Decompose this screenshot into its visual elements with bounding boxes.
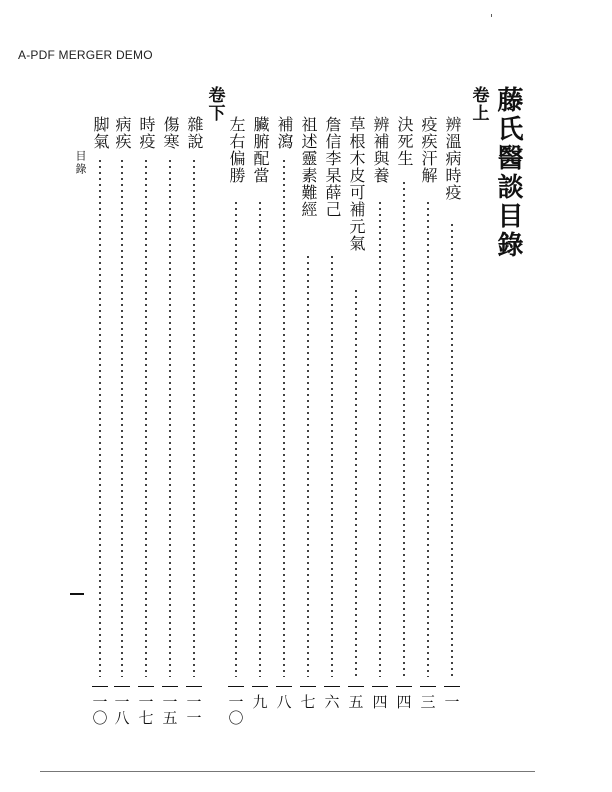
toc-entry-page: 一五 (158, 686, 182, 727)
dot-leader (403, 180, 405, 677)
toc-entry-title: 雜說 (185, 116, 204, 150)
dot-leader (379, 200, 381, 677)
dot-leader (121, 158, 123, 677)
toc-entry-page: 一八 (110, 686, 134, 727)
toc-entry-title: 辨補與養 (371, 116, 390, 184)
toc-entry-page: 一七 (134, 686, 158, 727)
toc-entry-page: 四 (368, 686, 392, 711)
toc-entry-page: 八 (272, 686, 296, 711)
dot-leader (145, 158, 147, 677)
margin-page-number (70, 593, 84, 595)
toc-entry-title: 疫疾汗解 (419, 116, 438, 184)
dot-leader (169, 158, 171, 677)
toc-entry-title: 臟腑配當 (251, 116, 270, 184)
toc-entry-page: 四 (392, 686, 416, 711)
dot-leader (307, 254, 309, 677)
dot-leader (235, 200, 237, 677)
toc-entry-title: 傷寒 (161, 116, 180, 150)
toc-entry-page: 五 (344, 686, 368, 711)
toc-entry-title: 決死生 (395, 116, 414, 167)
toc-entry-title: 病疾 (113, 116, 132, 150)
dot-leader (283, 158, 285, 677)
dot-leader (427, 200, 429, 677)
toc-entry-title: 草根木皮可補元氣 (347, 116, 366, 252)
dot-leader (193, 158, 195, 677)
dot-leader (355, 288, 357, 677)
toc-entry-title: 時疫 (137, 116, 156, 150)
toc-entry-title: 左右偏勝 (227, 116, 246, 184)
toc-entry-page: 三 (416, 686, 440, 711)
margin-label: 目錄 (74, 150, 87, 176)
corner-mark: ' (490, 12, 494, 25)
toc-entry-title: 詹信李杲薛己 (323, 116, 342, 218)
toc-entry-page: 一 (440, 686, 464, 711)
toc-entry-page: 七 (296, 686, 320, 711)
bottom-rule (40, 771, 535, 772)
toc-entry-title: 辨溫病時疫 (443, 116, 462, 201)
toc-entry-page: 一〇 (88, 686, 112, 727)
toc-entry-title: 脚氣 (91, 116, 110, 150)
dot-leader (99, 158, 101, 677)
toc-entry-title: 補瀉 (275, 116, 294, 150)
toc-entry-page: 一一 (182, 686, 206, 727)
dot-leader (451, 222, 453, 677)
section-upper: 卷上 (468, 86, 489, 122)
toc-entry-title: 祖述靈素難經 (299, 116, 318, 218)
toc-entry-page: 六 (320, 686, 344, 711)
watermark: A-PDF MERGER DEMO (18, 48, 153, 62)
toc-entry-page: 一〇 (224, 686, 248, 727)
toc-entry-page: 九 (248, 686, 272, 711)
dot-leader (259, 200, 261, 677)
page-title: 藤氏醫談目錄 (493, 86, 523, 260)
dot-leader (331, 254, 333, 677)
section-lower: 卷下 (204, 86, 225, 122)
